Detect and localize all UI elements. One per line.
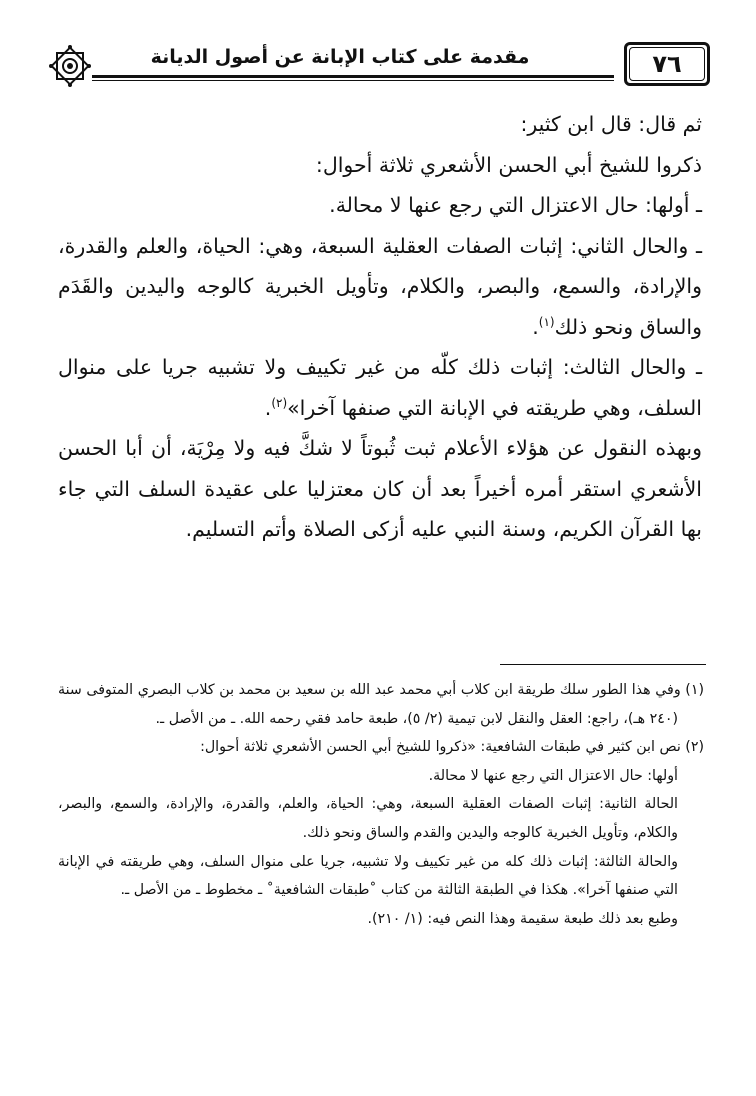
footnote-2-line: وطبع بعد ذلك طبعة سقيمة وهذا النص فيه: (١/ ٢١٠). [367, 910, 678, 927]
star-ornament-icon [48, 44, 92, 88]
page-number: ٧٦ [629, 47, 705, 81]
period: . [532, 314, 539, 339]
paragraph: ذكروا للشيخ أبي الحسن الأشعري ثلاثة أحوال: [315, 152, 702, 177]
page-header [48, 38, 710, 96]
footnote-2-line: الحالة الثانية: إثبات الصفات العقلية السبعة، وهي: الحياة، والعلم، والقدرة، والإرادة، والسمع، والبصر، والكلام، وتأويل الخبرية كالوجه واليدين والقدم والساق ونحو ذلك. [58, 796, 678, 841]
main-text [58, 104, 702, 550]
paragraph [58, 226, 702, 348]
footnote-2-line: أولها: حال الاعتزال التي رجع عنها لا محالة. [428, 767, 678, 784]
footnote-2-line: والحالة الثالثة: إثبات ذلك كله من غير تكييف ولا تشبيه، جريا على منوال السلف، وهي طريقته في الإبانة التي صنفها آخرا». هكذا في الطبقة الثالثة من كتاب ˚طبقات الشافعية˚ ـ مخطوط ـ من الأصل ـ. [58, 853, 678, 899]
paragraph-text: ـ والحال الثاني: إثبات الصفات العقلية السبعة، وهي: الحياة، والعلم والقدرة، والإرادة، والسمع، والبصر، والكلام، وتأويل الخبرية كالوجه واليدين والقَدَم والساق ونحو ذلك [58, 233, 702, 339]
footnote-1: (١) وفي هذا الطور سلك طريقة ابن كلاب أبي محمد عبد الله بن سعيد بن محمد بن كلاب البصري المتوفى سنة (٢٤٠ هـ)، راجع: العقل والنقل لابن تيمية (٢/ ٥)، طبعة حامد فقي رحمه الله. ـ من الأصل ـ. [58, 682, 704, 727]
running-title: مقدمة على كتاب الإبانة عن أصول الديانة [150, 46, 530, 68]
paragraph: ـ أولها: حال الاعتزال التي رجع عنها لا محالة. [329, 193, 702, 217]
paragraph [58, 347, 702, 428]
page-number-frame [624, 42, 710, 86]
footnote-ref-2[interactable]: (٢) [271, 395, 288, 410]
footnote-ref-1[interactable]: (١) [538, 314, 555, 329]
footnotes [58, 676, 704, 933]
paragraph: ثم قال: قال ابن كثير: [520, 112, 702, 136]
paragraph-text: ـ والحال الثالث: إثبات ذلك كلّه من غير تكييف ولا تشبيه جريا على منوال السلف، وهي طريقته في الإبانة التي صنفها آخرا» [58, 355, 702, 420]
header-rule [92, 75, 614, 81]
footnote-2: (٢) نص ابن كثير في طبقات الشافعية: «ذكروا للشيخ أبي الحسن الأشعري ثلاثة أحوال: [200, 739, 704, 756]
period: . [264, 395, 272, 420]
footnote-divider [500, 664, 706, 665]
paragraph: وبهذه النقول عن هؤلاء الأعلام ثبت ثُبوتاً لا شكَّ فيه ولا مِرْيَة، أن أبا الحسن الأشعري استقر أمره أخيراً بعد أن كان معتزليا على عقيدة السلف التي جاء بها القرآن الكريم، وسنة النبي عليه أزكى الصلاة وأتم التسليم. [58, 436, 702, 541]
